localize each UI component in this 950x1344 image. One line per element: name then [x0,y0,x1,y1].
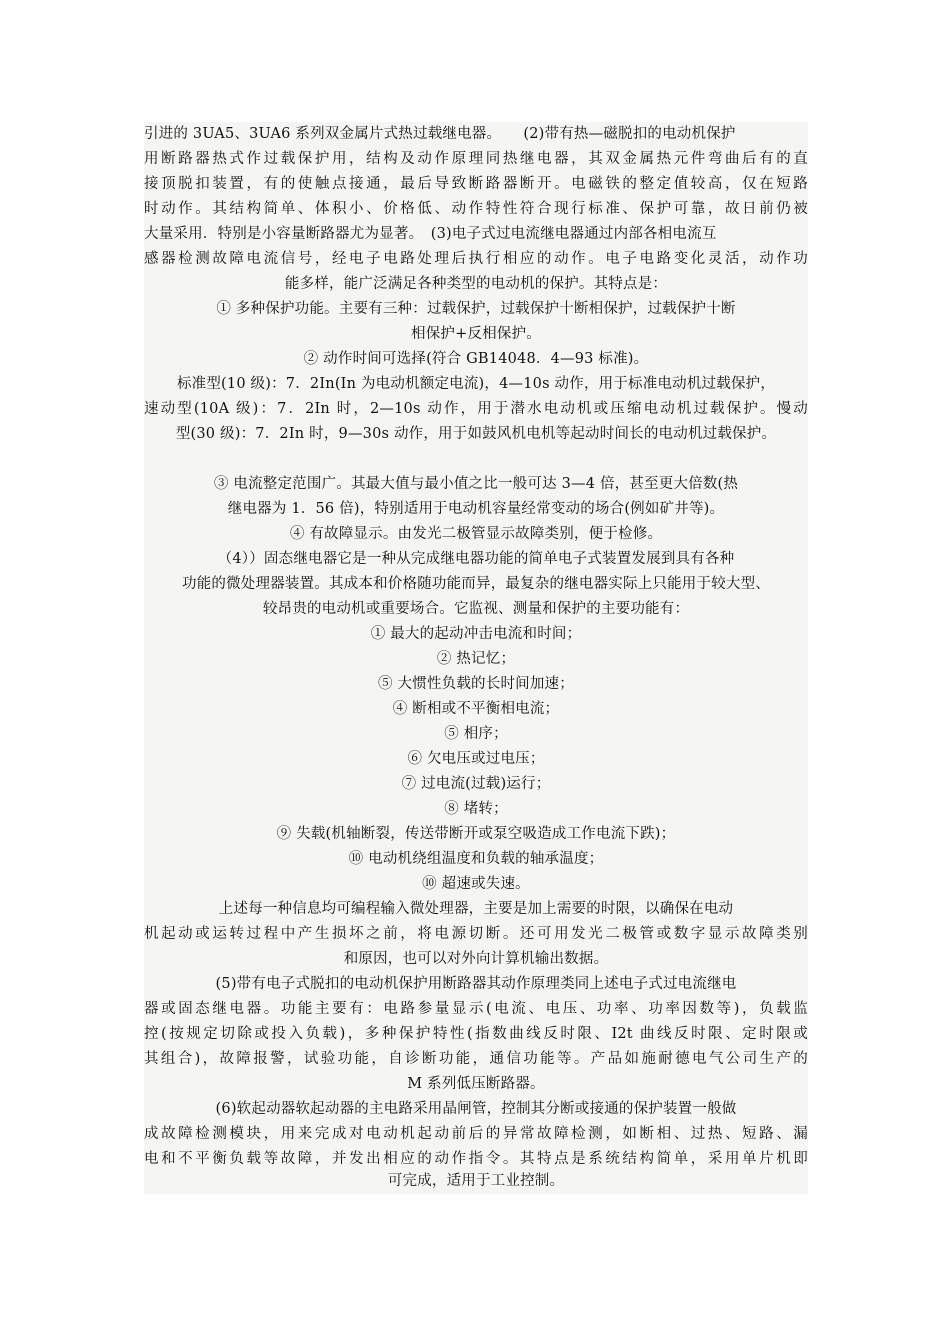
text-line: 功能的微处理器装置。其成本和价格随功能而异，最复杂的继电器实际上只能用于较大型、 [182,576,770,592]
list-item: ① 最大的起动冲击电流和时间； [370,626,582,642]
text-line: 较昂贵的电动机或重要场合。它监视、测量和保护的主要功能有： [262,601,690,617]
text-line: (6)软起动器软起动器的主电路采用晶闸管，控制其分断或接通的保护装置一般做 [215,1101,737,1117]
list-item: ④ 有故障显示。由发光二极管显示故障类别，便于检修。 [289,526,663,542]
list-item: ① 多种保护功能。主要有三种：过载保护，过载保护十断相保护，过载保护十断 [216,301,736,317]
text-line: 感器检测故障电流信号，经电子电路处理后执行相应的动作。电子电路变化灵活，动作功 [144,251,808,267]
text-line: 用断路器热式作过载保护用，结构及动作原理同热继电器，其双金属热元件弯曲后有的直 [144,151,808,167]
text-line: 速动型(10A 级)：7．2In 时，2—10s 动作，用于潜水电动机或压缩电动机过载保护。慢动 [144,401,808,417]
list-item: ④ 断相或不平衡相电流； [392,701,560,717]
text-line: 继电器为 1．56 倍)，特别适用于电动机容量经常变动的场合(例如矿井等)。 [227,501,725,517]
list-item: ⑩ 超速或失速。 [422,876,530,892]
text-line: 电和不平衡负载等故障，并发出相应的动作指令。其特点是系统结构简单，采用单片机即 [144,1151,808,1167]
list-item: ⑤ 大惯性负载的长时间加速； [378,676,574,692]
list-item: ⑦ 过电流(过载)运行； [401,776,551,792]
text-line: （4））固态继电器它是一种从完成继电器功能的简单电子式装置发展到具有各种 [217,551,735,567]
text-line: 标准型(10 级)：7．2In(In 为电动机额定电流)，4—10s 动作，用于标准电动机过载保护， [176,376,776,392]
text-line: 成故障检测模块，用来完成对电动机起动前后的异常故障检测，如断相、过热、短路、漏 [144,1126,808,1142]
text-line: 机起动或运转过程中产生损坏之前，将电源切断。还可用发光二极管或数字显示故障类别 [144,926,808,942]
text-line: 上述每一种信息均可编程输入微处理器，主要是加上需要的时限，以确保在电动 [218,901,734,917]
list-item: ⑤ 相序； [444,726,508,742]
text-line: M 系列低压断路器。 [407,1076,545,1092]
document-body [144,122,808,1194]
text-line: 接顶脱扣装置，有的使触点接通，最后导致断路器断开。电磁铁的整定值较高，仅在短路 [144,176,808,192]
text-line: 能多样，能广泛满足各种类型的电动机的保护。其特点是： [284,276,668,292]
text-line: 控(按规定切除或投入负载)，多种保护特性(指数曲线反时限、I2t 曲线反时限、定时限或 [144,1026,808,1042]
text-line: 大量采用．特别是小容量断路器尤为显著。 (3)电子式过电流继电器通过内部各相电流互 [144,226,717,242]
list-item: ② 热记忆； [436,651,516,667]
text-line: 可完成，适用于工业控制。 [387,1173,565,1189]
list-item: ⑩ 电动机绕组温度和负载的轴承温度； [348,851,604,867]
text-line: (5)带有电子式脱扣的电动机保护用断路器其动作原理类同上述电子式过电流继电 [215,976,737,992]
text-line: 和原因，也可以对外向计算机输出数据。 [343,951,609,967]
text-line: 相保护+反相保护。 [411,326,541,342]
text-line: 时动作。其结构简单、体积小、价格低、动作特性符合现行标准、保护可靠，故日前仍被 [144,201,808,217]
list-item: ⑧ 堵转； [444,801,508,817]
text-line: 引进的 3UA5、3UA6 系列双金属片式热过载继电器。 (2)带有热—磁脱扣的电动机保护 [144,126,736,142]
list-item: ③ 电流整定范围广。其最大值与最小值之比一般可达 3—4 倍，甚至更大倍数(热 [213,476,739,492]
text-line: 器或固态继电器。功能主要有：电路参量显示(电流、电压、功率、功率因数等)，负载监 [144,1001,808,1017]
list-item: ⑥ 欠电压或过电压； [407,751,545,767]
list-item: ② 动作时间可选择(符合 GB14048．4—93 标准)。 [303,351,649,367]
text-line: 型(30 级)：7．2In 时，9—30s 动作，用于如鼓风机电机等起动时间长的电动机过载保护。 [175,426,777,442]
text-line: 其组合)，故障报警，试验功能，自诊断功能，通信功能等。产品如施耐德电气公司生产的 [144,1051,808,1067]
list-item: ⑨ 失载(机轴断裂，传送带断开或泵空吸造成工作电流下跌)； [276,826,676,842]
